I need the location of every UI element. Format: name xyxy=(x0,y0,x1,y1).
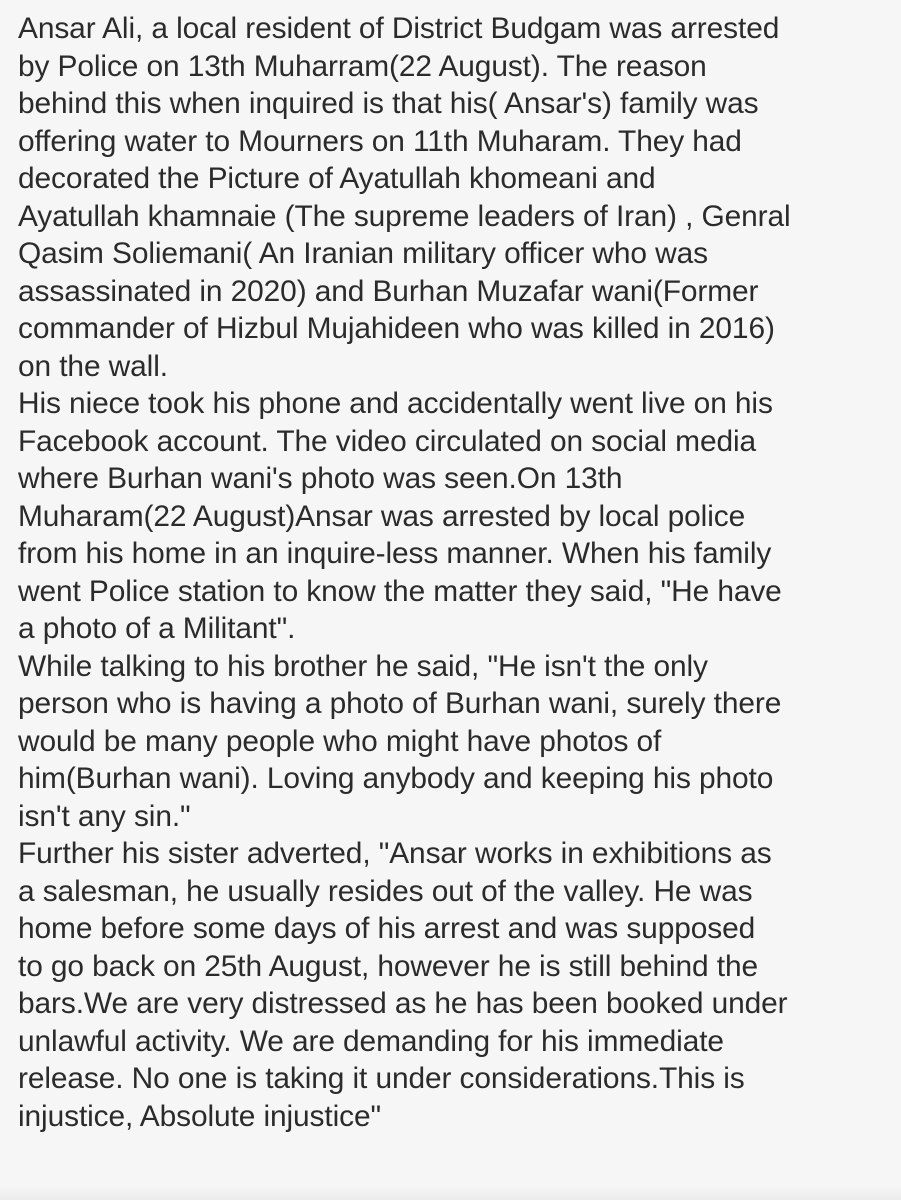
text-line: unlawful activity. We are demanding for his immediate xyxy=(18,1024,724,1058)
text-line: Facebook account. The video circulated on social media xyxy=(18,424,757,458)
text-line: Further his sister adverted, "Ansar works in exhibitions as xyxy=(18,837,772,870)
bottom-divider xyxy=(0,1186,901,1200)
text-line: behind this when inquired is that his( Ansar's) family was xyxy=(18,87,759,120)
text-line: His niece took his phone and accidentally went live on his xyxy=(18,387,773,420)
text-line: a salesman, he usually resides out of the valley. He was xyxy=(18,874,753,908)
text-line: on the wall. xyxy=(18,349,168,383)
text-line: would be many people who might have photos of xyxy=(18,724,662,758)
text-line: went Police station to know the matter they said, "He have xyxy=(18,574,782,608)
text-line: release. No one is taking it under considerations.This is xyxy=(18,1062,745,1095)
text-line: isn't any sin." xyxy=(18,799,191,833)
text-line: home before some days of his arrest and was supposed xyxy=(18,912,756,945)
text-line: While talking to his brother he said, "He isn't the only xyxy=(18,649,708,683)
text-line: Ansar Ali, a local resident of District Budgam was arrested xyxy=(18,12,780,45)
text-line: Qasim Soliemani( An Iranian military officer who was xyxy=(18,237,708,270)
text-line: a photo of a Militant". xyxy=(18,612,296,645)
text-line: him(Burhan wani). Loving anybody and keeping his photo xyxy=(18,762,774,795)
text-line: assassinated in 2020) and Burhan Muzafar wani(Former xyxy=(18,274,759,308)
text-line: by Police on 13th Muharram(22 August). The reason xyxy=(18,49,707,83)
text-line: Ayatullah khamnaie (The supreme leaders of Iran) , Genral xyxy=(18,199,791,233)
text-line: Muharam(22 August)Ansar was arrested by local police xyxy=(18,499,746,533)
text-line: offering water to Mourners on 11th Muharam. They had xyxy=(18,124,742,158)
text-line: injustice, Absolute injustice" xyxy=(18,1099,381,1133)
text-line: where Burhan wani's photo was seen.On 13th xyxy=(18,462,623,495)
post-text xyxy=(18,10,898,1135)
text-line: decorated the Picture of Ayatullah khomeani and xyxy=(18,162,656,195)
text-line: to go back on 25th August, however he is still behind the xyxy=(18,949,759,983)
text-line: bars.We are very distressed as he has been booked under xyxy=(18,987,788,1020)
text-line: person who is having a photo of Burhan wani, surely there xyxy=(18,687,782,720)
text-line: commander of Hizbul Mujahideen who was killed in 2016) xyxy=(18,312,775,345)
text-line: from his home in an inquire-less manner. When his family xyxy=(18,537,772,570)
